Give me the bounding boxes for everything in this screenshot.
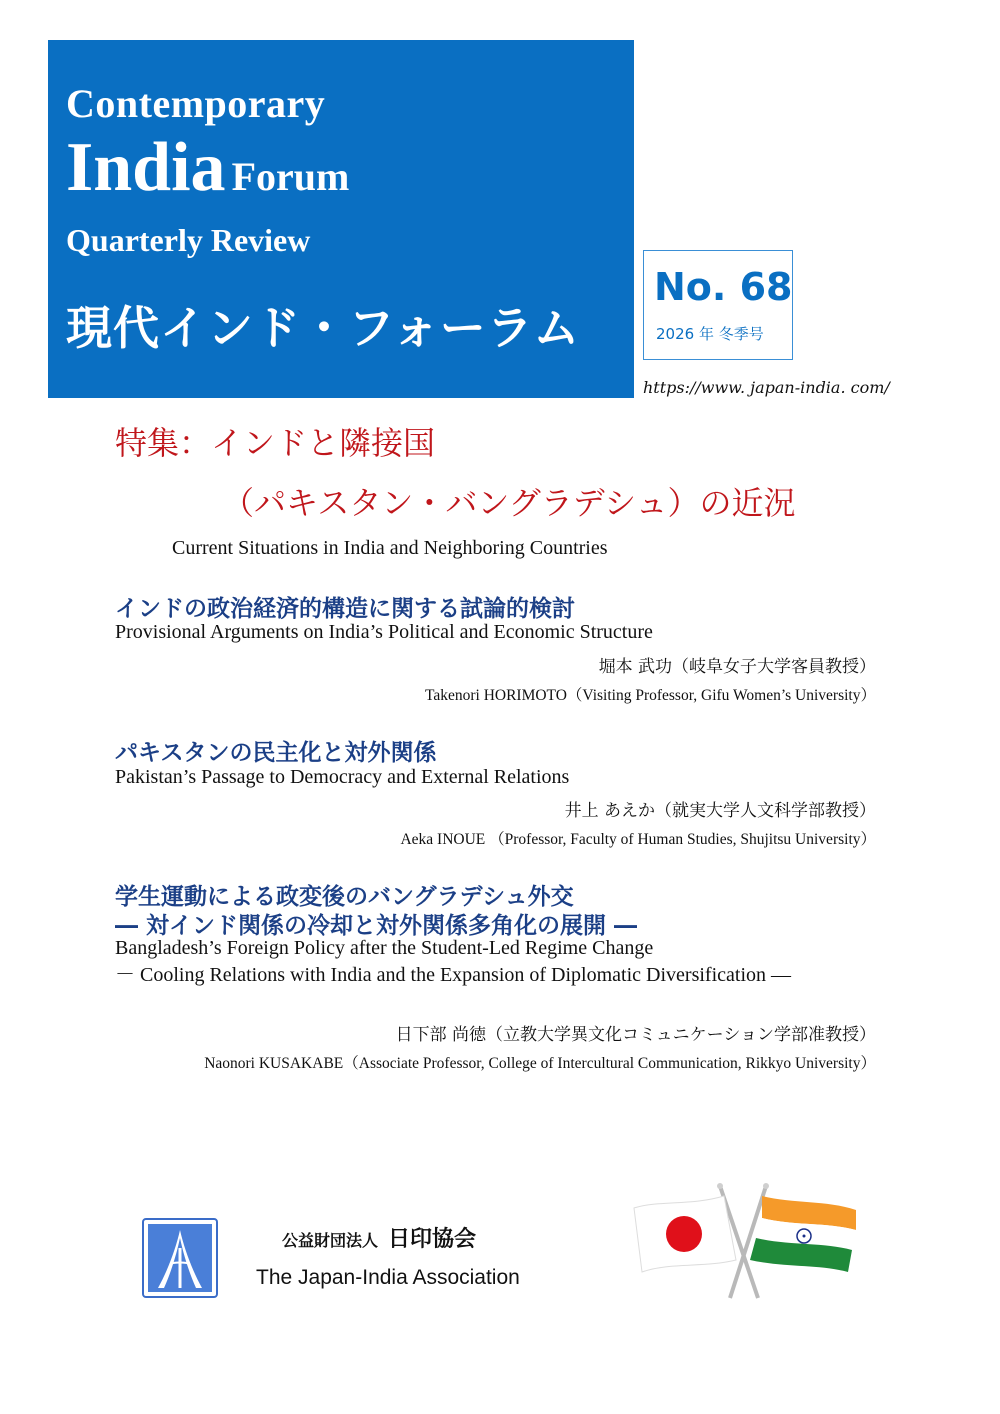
organization-name-en: The Japan-India Association xyxy=(256,1266,520,1289)
feature-title-en: Current Situations in India and Neighboring Countries xyxy=(172,537,608,559)
article-3-title-jp-line1: 学生運動による政変後のバングラデシュ外交 xyxy=(115,884,574,910)
organization-type-jp: 公益財団法人 xyxy=(282,1231,379,1250)
article-3-author-jp: 日下部 尚徳（立教大学異文化コミュニケーション学部准教授） xyxy=(395,1025,876,1045)
article-3-title-en-line1: Bangladesh’s Foreign Policy after the Student-Led Regime Change xyxy=(115,937,654,959)
japan-india-association-logo-icon xyxy=(142,1218,218,1298)
organization-name-jp: 日印協会 xyxy=(388,1227,477,1252)
article-2-author-en: Aeka INOUE （Professor, Faculty of Human Studies, Shujitsu University） xyxy=(400,831,876,848)
issue-date: 2026 年 冬季号 xyxy=(656,325,764,343)
article-3-title-en-rest: － Cooling Relations with India and the Expansion of Diplomatic Diversification ― xyxy=(115,964,791,986)
masthead-title-row xyxy=(66,128,349,208)
feature-title-jp-line2: （パキスタン・バングラデシュ）の近況 xyxy=(222,484,796,522)
masthead-title-contemporary: Contemporary xyxy=(66,81,326,126)
crossed-japan-india-flags-icon xyxy=(630,1180,860,1300)
article-3-author-en: Naonori KUSAKABE（Associate Professor, College of Intercultural Communication, Rikkyo University） xyxy=(204,1055,876,1072)
issue-number: No. 68 xyxy=(654,265,793,309)
feature-title-jp-line1: 特集：インドと隣接国 xyxy=(115,424,436,462)
article-1-author-jp: 堀本 武功（岐阜女子大学客員教授） xyxy=(598,657,876,677)
article-2-author-jp: 井上 あえか（就実大学人文科学部教授） xyxy=(564,801,876,821)
article-2-title-jp: パキスタンの民主化と対外関係 xyxy=(115,740,437,766)
masthead-title-jp: 現代インド・フォーラム xyxy=(66,301,581,355)
masthead-title-india: India xyxy=(66,129,226,206)
article-1-author-en: Takenori HORIMOTO（Visiting Professor, Gifu Women’s University） xyxy=(424,687,876,704)
masthead-subtitle: Quarterly Review xyxy=(66,222,311,258)
masthead-title-forum: Forum xyxy=(231,154,350,199)
organization-name-jp-row xyxy=(282,1222,476,1253)
article-1-title-jp: インドの政治経済的構造に関する試論的検討 xyxy=(115,596,575,622)
article-1-title-en: Provisional Arguments on India’s Political and Economic Structure xyxy=(115,621,653,643)
article-3-title-jp-line2: ― 対インド関係の冷却と対外関係多角化の展開 ― xyxy=(115,913,638,939)
article-2-title-en: Pakistan’s Passage to Democracy and External Relations xyxy=(115,766,570,788)
website-url[interactable]: https://www. japan-india. com/ xyxy=(643,378,890,397)
issue-badge xyxy=(643,250,793,360)
masthead xyxy=(48,40,634,398)
